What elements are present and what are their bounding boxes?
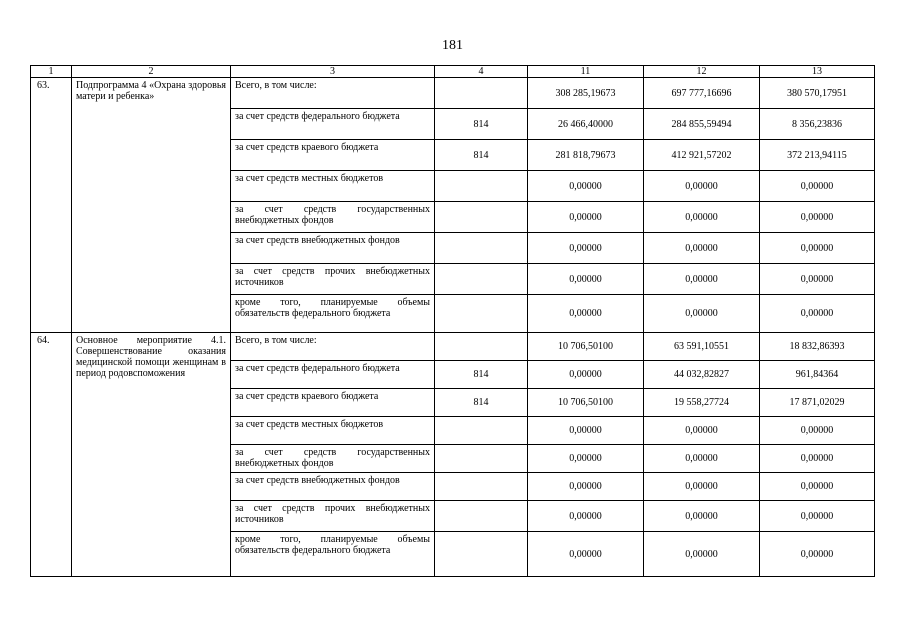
column-header: 4 xyxy=(435,66,528,78)
funding-source: за счет средств прочих внебюджетных источников xyxy=(231,501,435,532)
row-number: 63. xyxy=(31,78,72,333)
value-col-11: 281 818,79673 xyxy=(528,140,644,171)
budget-code xyxy=(435,171,528,202)
value-col-11: 0,00000 xyxy=(528,264,644,295)
value-col-13: 0,00000 xyxy=(760,295,875,333)
funding-source: за счет средств внебюджетных фондов xyxy=(231,233,435,264)
value-col-12: 412 921,57202 xyxy=(644,140,760,171)
budget-code xyxy=(435,295,528,333)
value-col-13: 0,00000 xyxy=(760,264,875,295)
value-col-13: 0,00000 xyxy=(760,171,875,202)
funding-source: кроме того, планируемые объемы обязательств федерального бюджета xyxy=(231,295,435,333)
value-col-12: 63 591,10551 xyxy=(644,333,760,361)
value-col-11: 0,00000 xyxy=(528,361,644,389)
funding-source: за счет средств прочих внебюджетных источников xyxy=(231,264,435,295)
value-col-12: 0,00000 xyxy=(644,473,760,501)
value-col-11: 308 285,19673 xyxy=(528,78,644,109)
column-header-row xyxy=(31,66,875,78)
value-col-11: 26 466,40000 xyxy=(528,109,644,140)
funding-source: за счет средств государственных внебюджетных фондов xyxy=(231,445,435,473)
value-col-11: 0,00000 xyxy=(528,501,644,532)
value-col-12: 0,00000 xyxy=(644,501,760,532)
table-row xyxy=(31,78,875,109)
value-col-12: 0,00000 xyxy=(644,295,760,333)
budget-table xyxy=(30,65,875,577)
value-col-11: 10 706,50100 xyxy=(528,389,644,417)
value-col-13: 0,00000 xyxy=(760,445,875,473)
budget-code xyxy=(435,473,528,501)
value-col-13: 8 356,23836 xyxy=(760,109,875,140)
value-col-12: 19 558,27724 xyxy=(644,389,760,417)
budget-code xyxy=(435,417,528,445)
value-col-13: 0,00000 xyxy=(760,417,875,445)
value-col-13: 0,00000 xyxy=(760,532,875,577)
value-col-12: 44 032,82827 xyxy=(644,361,760,389)
value-col-11: 0,00000 xyxy=(528,473,644,501)
column-header: 12 xyxy=(644,66,760,78)
column-header: 13 xyxy=(760,66,875,78)
value-col-13: 18 832,86393 xyxy=(760,333,875,361)
value-col-13: 0,00000 xyxy=(760,233,875,264)
value-col-13: 961,84364 xyxy=(760,361,875,389)
value-col-13: 17 871,02029 xyxy=(760,389,875,417)
budget-code xyxy=(435,202,528,233)
funding-source: кроме того, планируемые объемы обязательств федерального бюджета xyxy=(231,532,435,577)
value-col-13: 380 570,17951 xyxy=(760,78,875,109)
value-col-12: 0,00000 xyxy=(644,417,760,445)
value-col-11: 0,00000 xyxy=(528,171,644,202)
program-name: Подпрограмма 4 «Охрана здоровья матери и ребенка» xyxy=(72,78,231,333)
budget-code: 814 xyxy=(435,361,528,389)
value-col-12: 697 777,16696 xyxy=(644,78,760,109)
value-col-11: 10 706,50100 xyxy=(528,333,644,361)
column-header: 3 xyxy=(231,66,435,78)
budget-code: 814 xyxy=(435,109,528,140)
value-col-13: 0,00000 xyxy=(760,202,875,233)
funding-source: за счет средств федерального бюджета xyxy=(231,361,435,389)
budget-code xyxy=(435,78,528,109)
budget-code xyxy=(435,333,528,361)
value-col-11: 0,00000 xyxy=(528,417,644,445)
column-header: 1 xyxy=(31,66,72,78)
value-col-12: 0,00000 xyxy=(644,532,760,577)
table-row xyxy=(31,333,875,361)
funding-source: Всего, в том числе: xyxy=(231,333,435,361)
value-col-11: 0,00000 xyxy=(528,295,644,333)
value-col-12: 0,00000 xyxy=(644,202,760,233)
value-col-12: 0,00000 xyxy=(644,264,760,295)
page-number: 181 xyxy=(442,38,463,53)
budget-code xyxy=(435,501,528,532)
value-col-11: 0,00000 xyxy=(528,445,644,473)
funding-source: за счет средств местных бюджетов xyxy=(231,417,435,445)
funding-source: за счет средств местных бюджетов xyxy=(231,171,435,202)
value-col-11: 0,00000 xyxy=(528,532,644,577)
value-col-12: 0,00000 xyxy=(644,445,760,473)
row-number: 64. xyxy=(31,333,72,577)
value-col-13: 0,00000 xyxy=(760,501,875,532)
funding-source: за счет средств федерального бюджета xyxy=(231,109,435,140)
funding-source: за счет средств краевого бюджета xyxy=(231,140,435,171)
budget-code xyxy=(435,532,528,577)
value-col-12: 0,00000 xyxy=(644,171,760,202)
funding-source: за счет средств внебюджетных фондов xyxy=(231,473,435,501)
value-col-13: 0,00000 xyxy=(760,473,875,501)
budget-code: 814 xyxy=(435,389,528,417)
budget-code xyxy=(435,233,528,264)
value-col-11: 0,00000 xyxy=(528,233,644,264)
program-name: Основное мероприятие 4.1. Совершенствование оказания медицинской помощи женщинам в период родовспоможения xyxy=(72,333,231,577)
funding-source: за счет средств государственных внебюджетных фондов xyxy=(231,202,435,233)
value-col-13: 372 213,94115 xyxy=(760,140,875,171)
budget-code xyxy=(435,264,528,295)
budget-code xyxy=(435,445,528,473)
value-col-11: 0,00000 xyxy=(528,202,644,233)
value-col-12: 0,00000 xyxy=(644,233,760,264)
column-header: 2 xyxy=(72,66,231,78)
budget-code: 814 xyxy=(435,140,528,171)
funding-source: Всего, в том числе: xyxy=(231,78,435,109)
value-col-12: 284 855,59494 xyxy=(644,109,760,140)
column-header: 11 xyxy=(528,66,644,78)
funding-source: за счет средств краевого бюджета xyxy=(231,389,435,417)
